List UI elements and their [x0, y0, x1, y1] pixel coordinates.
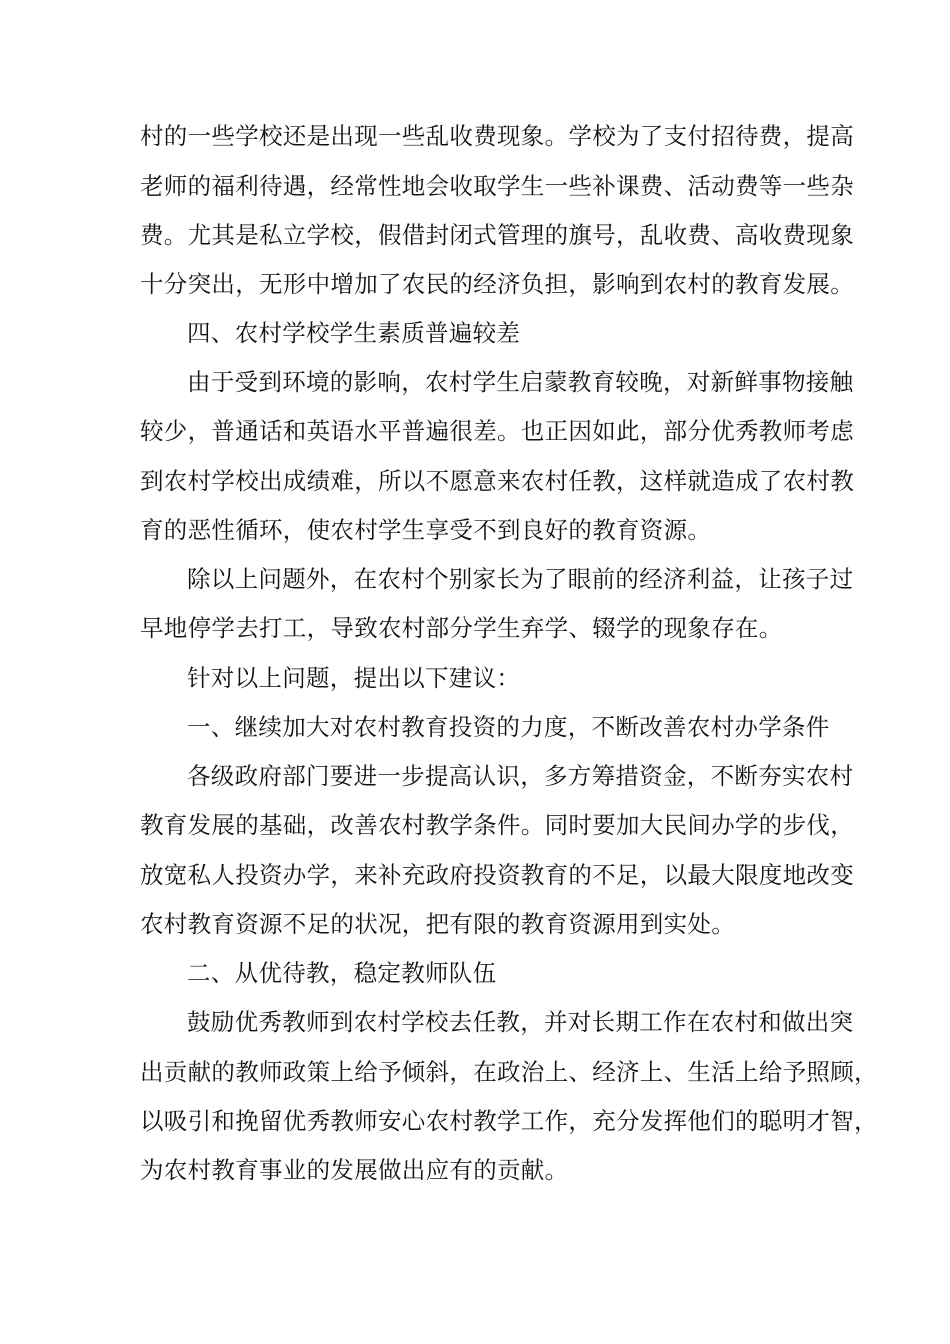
text-line: 费。尤其是私立学校，假借封闭式管理的旗号，乱收费、高收费现象 [140, 221, 854, 249]
text-line: 以吸引和挽留优秀教师安心农村教学工作，充分发挥他们的聪明才智， [140, 1107, 878, 1135]
text-line: 放宽私人投资办学，来补充政府投资教育的不足，以最大限度地改变 [140, 861, 854, 889]
text-line: 村的一些学校还是出现一些乱收费现象。学校为了支付招待费，提高 [140, 122, 854, 150]
text-line: 为农村教育事业的发展做出应有的贡献。 [140, 1156, 569, 1184]
text-line: 由于受到环境的影响，农村学生启蒙教育较晚，对新鲜事物接触 [187, 368, 854, 396]
text-line: 除以上问题外，在农村个别家长为了眼前的经济利益，让孩子过 [187, 565, 854, 593]
text-line: 农村教育资源不足的状况，把有限的教育资源用到实处。 [140, 910, 735, 938]
text-line: 教育发展的基础，改善农村教学条件。同时要加大民间办学的步伐， [140, 811, 854, 839]
text-line: 出贡献的教师政策上给予倾斜，在政治上、经济上、生活上给予照顾， [140, 1058, 878, 1086]
text-line: 到农村学校出成绩难，所以不愿意来农村任教，这样就造成了农村教 [140, 467, 854, 495]
section-heading: 一、继续加大对农村教育投资的力度，不断改善农村办学条件 [187, 713, 830, 741]
text-line: 针对以上问题，提出以下建议： [187, 664, 521, 692]
text-line: 十分突出，无形中增加了农民的经济负担，影响到农村的教育发展。 [140, 270, 854, 298]
text-line: 鼓励优秀教师到农村学校去任教，并对长期工作在农村和做出突 [187, 1008, 854, 1036]
text-line: 老师的福利待遇，经常性地会收取学生一些补课费、活动费等一些杂 [140, 172, 854, 200]
text-line: 育的恶性循环，使农村学生享受不到良好的教育资源。 [140, 516, 712, 544]
section-heading: 四、农村学校学生素质普遍较差 [187, 319, 521, 347]
text-line: 较少，普通话和英语水平普遍很差。也正因如此，部分优秀教师考虑 [140, 417, 854, 445]
text-line: 早地停学去打工，导致农村部分学生弃学、辍学的现象存在。 [140, 614, 783, 642]
section-heading: 二、从优待教，稳定教师队伍 [187, 959, 497, 987]
text-line: 各级政府部门要进一步提高认识，多方筹措资金，不断夯实农村 [187, 762, 854, 790]
